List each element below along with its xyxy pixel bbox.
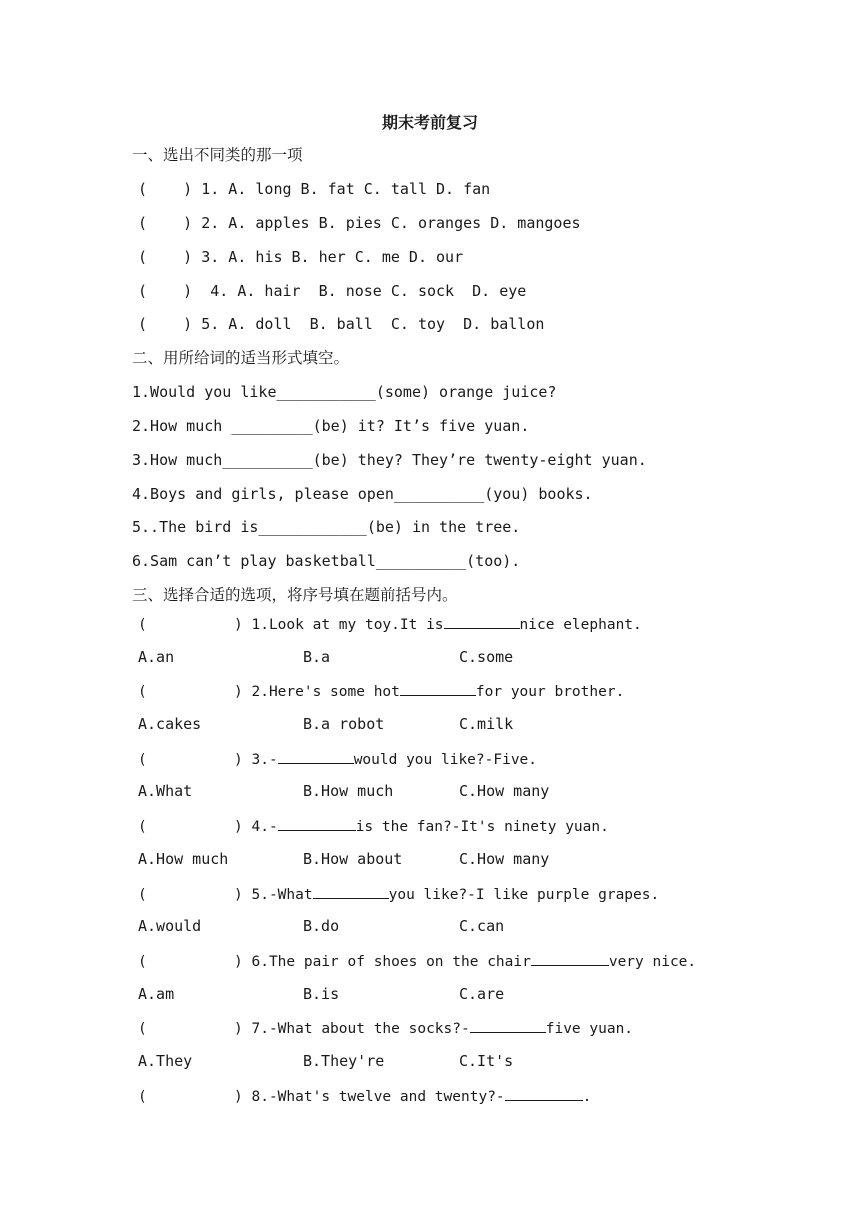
s3-question-5 <box>138 882 659 906</box>
s2-q2-text-end: (be) it? It’s five yuan. <box>312 417 530 435</box>
s3-q5-stem: ( ) 5.-What <box>138 887 313 903</box>
s1-question-2: ( ) 2. A. apples B. pies C. oranges D. mangoes <box>138 214 581 232</box>
s3-q1-stem: ( ) 1.Look at my toy.It is <box>138 617 444 633</box>
s2-q3-text: 3.How much <box>132 451 223 469</box>
s3-q1-option-b: B.a <box>303 648 331 666</box>
s2-question-6 <box>132 550 520 572</box>
s1-question-5: ( ) 5. A. doll B. ball C. toy D. ballon <box>138 315 545 333</box>
s3-q1-blank <box>444 612 520 629</box>
s3-q6-option-c: C.are <box>459 985 505 1003</box>
s2-question-4 <box>132 483 593 505</box>
s3-q5-option-c: C.can <box>459 917 505 935</box>
s3-q8-stem: ( ) 8.-What's twelve and twenty?- <box>138 1089 505 1105</box>
s3-q1-stem-end: nice elephant. <box>519 617 642 633</box>
s3-q5-stem-end: you like?-I like purple grapes. <box>388 887 660 903</box>
s3-q3-option-c: C.How many <box>459 782 550 800</box>
section-2-heading: 二、用所给词的适当形式填空。 <box>132 349 350 367</box>
s2-q6-text-end: (too). <box>466 552 521 570</box>
s3-q4-option-b: B.How about <box>303 850 403 868</box>
s3-q7-option-b: B.They're <box>303 1052 385 1070</box>
s2-question-3 <box>132 449 647 471</box>
s3-q6-stem: ( ) 6.The pair of shoes on the chair <box>138 954 531 970</box>
s2-q4-text: 4.Boys and girls, please open <box>132 485 394 503</box>
s2-q3-text-end: (be) they? They’re twenty-eight yuan. <box>312 451 647 469</box>
s2-q6-blank: __________ <box>375 552 467 570</box>
s3-q2-stem-end: for your brother. <box>475 684 625 700</box>
s3-q6-stem-end: very nice. <box>608 954 697 970</box>
s3-q4-option-c: C.How many <box>459 850 550 868</box>
s3-q5-blank <box>313 882 389 899</box>
s3-q2-option-b: B.a robot <box>303 715 385 733</box>
s3-question-6 <box>138 949 696 973</box>
s3-q7-blank <box>470 1016 546 1033</box>
s2-q5-text-end: (be) in the tree. <box>366 518 521 536</box>
s2-q6-text: 6.Sam can’t play basketball <box>132 552 376 570</box>
s3-question-7 <box>138 1016 633 1040</box>
s3-question-1 <box>138 612 642 636</box>
s2-q2-text: 2.How much <box>132 417 232 435</box>
s3-q3-blank <box>278 747 354 764</box>
s3-q4-option-a: A.How much <box>138 850 229 868</box>
s2-question-2 <box>132 415 529 437</box>
s3-q3-stem: ( ) 3.- <box>138 752 278 768</box>
s3-q1-option-c: C.some <box>459 648 514 666</box>
page-title: 期末考前复习 <box>381 113 478 132</box>
s1-question-3: ( ) 3. A. his B. her C. me D. our <box>138 248 464 266</box>
s3-q4-blank <box>278 814 356 831</box>
s3-q4-stem-end: is the fan?-It's ninety yuan. <box>355 819 609 835</box>
s3-q3-stem-end: would you like?-Five. <box>353 752 538 768</box>
s2-q1-text-end: (some) orange juice? <box>375 383 557 401</box>
s2-q2-blank: _________ <box>231 417 313 435</box>
s2-question-1 <box>132 381 556 403</box>
s3-question-4 <box>138 814 609 838</box>
s3-q7-option-c: C.It's <box>459 1052 514 1070</box>
s1-question-1: ( ) 1. A. long B. fat C. tall D. fan <box>138 180 491 198</box>
s3-q2-blank <box>400 679 476 696</box>
s2-question-5 <box>132 516 520 538</box>
s3-question-8 <box>138 1084 591 1108</box>
s3-q2-stem: ( ) 2.Here's some hot <box>138 684 400 700</box>
s2-q5-text: 5..The bird is <box>132 518 259 536</box>
s3-q4-stem: ( ) 4.- <box>138 819 278 835</box>
s2-q1-text: 1.Would you like <box>132 383 277 401</box>
s2-q3-blank: __________ <box>222 451 313 469</box>
section-3-heading: 三、选择合适的选项，将序号填在题前括号内。 <box>132 586 458 604</box>
s3-q5-option-a: A.would <box>138 917 202 935</box>
s3-question-2 <box>138 679 624 703</box>
s3-q5-option-b: B.do <box>303 917 340 935</box>
s3-q1-option-a: A.an <box>138 648 175 666</box>
s1-question-4: ( ) 4. A. hair B. nose C. sock D. eye <box>138 282 527 300</box>
s2-q1-blank: ___________ <box>276 383 376 401</box>
s3-q7-stem: ( ) 7.-What about the socks?- <box>138 1021 470 1037</box>
section-1-heading: 一、选出不同类的那一项 <box>132 146 303 164</box>
s3-q6-option-a: A.am <box>138 985 175 1003</box>
s3-question-3 <box>138 747 537 771</box>
s3-q6-option-b: B.is <box>303 985 340 1003</box>
s2-q4-text-end: (you) books. <box>484 485 593 503</box>
s3-q8-blank <box>505 1084 583 1101</box>
s3-q7-stem-end: five yuan. <box>545 1021 634 1037</box>
s3-q7-option-a: A.They <box>138 1052 193 1070</box>
s3-q2-option-a: A.cakes <box>138 715 202 733</box>
s3-q2-option-c: C.milk <box>459 715 514 733</box>
s3-q8-stem-end: . <box>582 1089 592 1105</box>
s2-q5-blank: ____________ <box>258 518 367 536</box>
s2-q4-blank: __________ <box>393 485 485 503</box>
s3-q3-option-a: A.What <box>138 782 193 800</box>
s3-q3-option-b: B.How much <box>303 782 394 800</box>
s3-q6-blank <box>531 949 609 966</box>
